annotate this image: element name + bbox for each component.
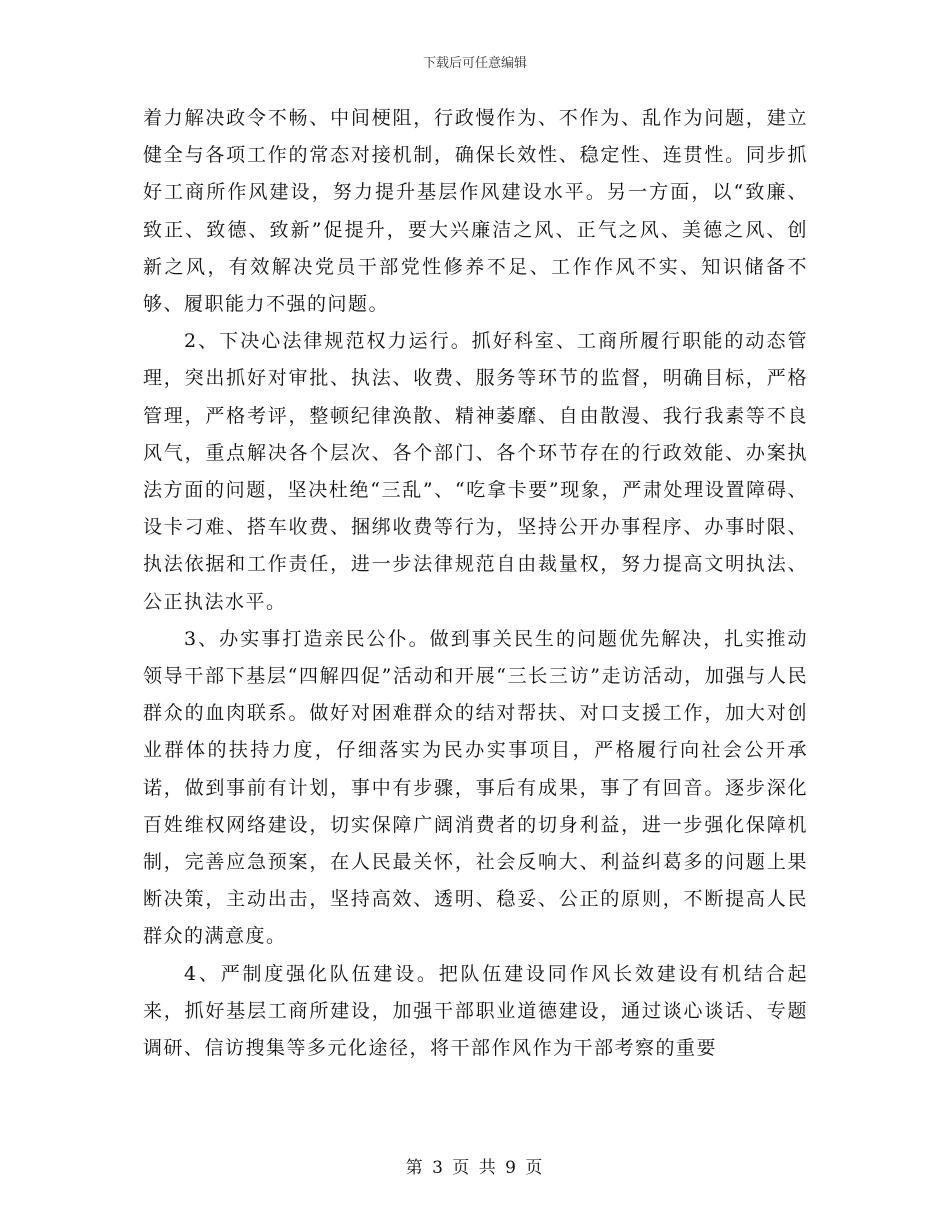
paragraph-item-3: 3、办实事打造亲民公仆。做到事关民生的问题优先解决，扎实推动领导干部下基层“四解四促”活动和开展“三长三访”走访活动，加强与人民群众的血肉联系。做好对困难群众的结对帮扶、对口支援工作，加大对创业群体的扶持力度，仔细落实为民办实事项目，严格履行向社会公开承诺，做到事前有计划，事中有步骤，事后有成果，事了有回音。逐步深化百姓维权网络建设，切实保障广阔消费者的切身利益，进一步强化保障机制，完善应急预案，在人民最关怀，社会反响大、利益纠葛多的问题上果断决策，主动出击，坚持高效、透明、稳妥、公正的原则，不断提高人民群众的满意度。 bbox=[143, 627, 808, 948]
paragraph-item-2: 2、下决心法律规范权力运行。抓好科室、工商所履行职能的动态管理，突出抓好对审批、执法、收费、服务等环节的监督，明确目标，严格管理，严格考评，整顿纪律涣散、精神萎靡、自由散漫、我行我素等不良风气，重点解决各个层次、各个部门、各个环节存在的行政效能、办案执法方面的问题，坚决杜绝“三乱”、“吃拿卡要”现象，严肃处理设置障碍、设卡刁难、搭车收费、捆绑收费等行为，坚持公开办事程序、办事时限、执法依据和工作责任，进一步法律规范自由裁量权，努力提高文明执法、公正执法水平。 bbox=[143, 330, 808, 613]
paragraph-continuation: 着力解决政令不畅、中间梗阻，行政慢作为、不作为、乱作为问题，建立健全与各项工作的常态对接机制，确保长效性、稳定性、连贯性。同步抓好工商所作风建设，努力提升基层作风建设水平。另一方面，以“致廉、致正、致德、致新”促提升，要大兴廉洁之风、正气之风、美德之风、创新之风，有效解决党员干部党性修养不足、工作作风不实、知识储备不够、履职能力不强的问题。 bbox=[143, 107, 808, 316]
page-header: 下载后可任意编辑 bbox=[422, 56, 527, 71]
document-body bbox=[143, 100, 808, 1067]
page-number: 第 3 页 共 9 页 bbox=[405, 1158, 545, 1178]
paragraph-item-4: 4、严制度强化队伍建设。把队伍建设同作风长效建设有机结合起来，抓好基层工商所建设，加强干部职业道德建设，通过谈心谈话、专题调研、信访搜集等多元化途径，将干部作风作为干部考察的重要 bbox=[143, 962, 808, 1060]
